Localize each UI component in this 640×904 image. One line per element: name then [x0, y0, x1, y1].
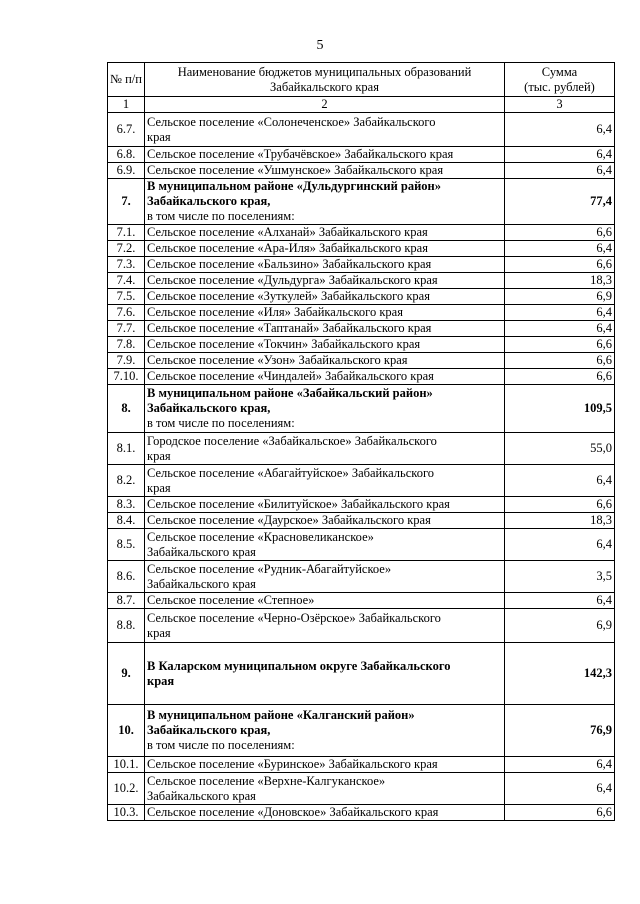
- row-name-line: края: [147, 480, 171, 495]
- row-amount: 6,4: [505, 241, 615, 257]
- row-number: 7.4.: [108, 273, 145, 289]
- row-number: 8.6.: [108, 561, 145, 593]
- row-name: [145, 643, 505, 705]
- row-number: 10.2.: [108, 773, 145, 805]
- row-name-line: Забайкальского края,: [147, 401, 271, 415]
- column-index-2: 2: [145, 97, 505, 113]
- table-row: [108, 561, 615, 593]
- row-name: [145, 385, 505, 433]
- budget-table: [107, 62, 615, 821]
- row-name-line: Сельское поселение «Черно-Озёрское» Забайкальского: [147, 610, 441, 625]
- row-name-line: Сельское поселение «Ушмунское» Забайкальского края: [147, 163, 444, 177]
- row-name-line: Сельское поселение «Красновеликанское»: [147, 529, 374, 544]
- table-row: [108, 179, 615, 225]
- row-name-line: Сельское поселение «Зуткулей» Забайкальского края: [147, 289, 430, 303]
- row-name: [145, 561, 505, 593]
- row-name-line: Сельское поселение «Солонеченское» Забайкальского: [147, 114, 436, 129]
- row-name-line: края: [147, 673, 175, 688]
- row-name: [145, 225, 505, 241]
- row-name: [145, 513, 505, 529]
- table-row: [108, 147, 615, 163]
- row-name-line: Забайкальского края,: [147, 194, 271, 208]
- row-name-line: Сельское поселение «Верхне-Калгуканское»: [147, 773, 386, 788]
- row-name: [145, 337, 505, 353]
- row-amount: 6,4: [505, 593, 615, 609]
- row-number: 7.8.: [108, 337, 145, 353]
- table-row: [108, 757, 615, 773]
- row-number: 8.5.: [108, 529, 145, 561]
- header-row: [108, 63, 615, 97]
- row-name-line: Сельское поселение «Узон» Забайкальского края: [147, 353, 408, 367]
- table-row: [108, 593, 615, 609]
- table-row: [108, 353, 615, 369]
- table-row: [108, 643, 615, 705]
- row-name-line: Сельское поселение «Таптанай» Забайкальского края: [147, 321, 432, 335]
- row-amount: 6,6: [505, 337, 615, 353]
- row-name-line: Забайкальского края: [147, 788, 256, 803]
- row-name-line: Сельское поселение «Абагайтуйское» Забайкальского: [147, 465, 435, 480]
- row-amount: 6,4: [505, 305, 615, 321]
- row-number: 6.8.: [108, 147, 145, 163]
- table-row: [108, 805, 615, 821]
- table-row: [108, 385, 615, 433]
- table-row: [108, 369, 615, 385]
- row-amount: 142,3: [505, 643, 615, 705]
- row-amount: 3,5: [505, 561, 615, 593]
- row-name-line: Городское поселение «Забайкальское» Забайкальского: [147, 433, 437, 448]
- row-subtitle: в том числе по поселениям:: [147, 416, 295, 430]
- row-name-line: Сельское поселение «Алханай» Забайкальского края: [147, 225, 428, 239]
- row-amount: 76,9: [505, 705, 615, 757]
- row-number: 10.3.: [108, 805, 145, 821]
- table-header: [108, 63, 615, 113]
- table-row: [108, 241, 615, 257]
- row-amount: 6,9: [505, 609, 615, 643]
- table-row: [108, 225, 615, 241]
- row-name-line: Сельское поселение «Токчин» Забайкальского края: [147, 337, 421, 351]
- table-row: [108, 113, 615, 147]
- row-name-line: В муниципальном районе «Забайкальский район»: [147, 386, 433, 400]
- row-name: [145, 305, 505, 321]
- row-amount: 6,9: [505, 289, 615, 305]
- row-amount: 6,6: [505, 353, 615, 369]
- row-name-line: Сельское поселение «Рудник-Абагайтуйское»: [147, 561, 392, 576]
- row-amount: 6,4: [505, 163, 615, 179]
- table-row: [108, 163, 615, 179]
- header-amount: Сумма (тыс. рублей): [505, 63, 615, 97]
- row-number: 9.: [108, 643, 145, 705]
- row-number: 7.2.: [108, 241, 145, 257]
- row-name: [145, 241, 505, 257]
- row-name-line: Сельское поселение «Ара-Иля» Забайкальского края: [147, 241, 428, 255]
- row-number: 7.10.: [108, 369, 145, 385]
- row-name: [145, 433, 505, 465]
- row-number: 7.3.: [108, 257, 145, 273]
- row-name: [145, 163, 505, 179]
- row-name: [145, 609, 505, 643]
- table-row: [108, 497, 615, 513]
- row-amount: 18,3: [505, 273, 615, 289]
- row-name: [145, 353, 505, 369]
- row-number: 8.3.: [108, 497, 145, 513]
- row-number: 7.6.: [108, 305, 145, 321]
- row-name: [145, 593, 505, 609]
- row-amount: 18,3: [505, 513, 615, 529]
- row-name-line: Забайкальского края,: [147, 723, 271, 737]
- row-number: 6.9.: [108, 163, 145, 179]
- header-number: № п/п: [108, 63, 145, 97]
- table-row: [108, 305, 615, 321]
- row-name: [145, 497, 505, 513]
- row-name: [145, 179, 505, 225]
- row-amount: 6,4: [505, 773, 615, 805]
- row-name-line: края: [147, 448, 171, 463]
- row-amount: 109,5: [505, 385, 615, 433]
- column-index-row: [108, 97, 615, 113]
- row-name-line: В Каларском муниципальном округе Забайкальского: [147, 658, 451, 673]
- row-name-line: края: [147, 625, 171, 640]
- table-row: [108, 705, 615, 757]
- row-number: 8.: [108, 385, 145, 433]
- table-row: [108, 465, 615, 497]
- table-row: [108, 289, 615, 305]
- row-amount: 77,4: [505, 179, 615, 225]
- table-row: [108, 337, 615, 353]
- row-name: [145, 757, 505, 773]
- row-subtitle: в том числе по поселениям:: [147, 209, 295, 223]
- table-body: [108, 113, 615, 821]
- row-amount: 6,6: [505, 257, 615, 273]
- row-name-line: В муниципальном районе «Дульдургинский район»: [147, 179, 442, 193]
- row-name: [145, 273, 505, 289]
- row-name-line: Сельское поселение «Иля» Забайкальского края: [147, 305, 403, 319]
- row-name-line: Сельское поселение «Трубачёвское» Забайкальского края: [147, 147, 454, 161]
- row-number: 10.: [108, 705, 145, 757]
- row-number: 7.5.: [108, 289, 145, 305]
- row-name: [145, 289, 505, 305]
- row-amount: 6,6: [505, 805, 615, 821]
- row-name: [145, 147, 505, 163]
- row-amount: 55,0: [505, 433, 615, 465]
- row-number: 7.7.: [108, 321, 145, 337]
- row-amount: 6,6: [505, 225, 615, 241]
- table-row: [108, 529, 615, 561]
- row-number: 8.8.: [108, 609, 145, 643]
- row-name: [145, 705, 505, 757]
- row-amount: 6,4: [505, 757, 615, 773]
- row-number: 7.1.: [108, 225, 145, 241]
- row-name-line: Сельское поселение «Билитуйское» Забайкальского края: [147, 497, 450, 511]
- row-number: 7.: [108, 179, 145, 225]
- table-row: [108, 257, 615, 273]
- row-name: [145, 529, 505, 561]
- row-name: [145, 369, 505, 385]
- table-row: [108, 273, 615, 289]
- row-name-line: Сельское поселение «Даурское» Забайкальского края: [147, 513, 431, 527]
- row-number: 7.9.: [108, 353, 145, 369]
- table-row: [108, 433, 615, 465]
- row-amount: 6,6: [505, 497, 615, 513]
- row-name-line: Сельское поселение «Чиндалей» Забайкальского края: [147, 369, 434, 383]
- row-name-line: Забайкальского края: [147, 544, 256, 559]
- row-name-line: края: [147, 129, 171, 144]
- row-name: [145, 321, 505, 337]
- row-name: [145, 257, 505, 273]
- row-number: 8.4.: [108, 513, 145, 529]
- row-amount: 6,4: [505, 113, 615, 147]
- row-name: [145, 465, 505, 497]
- row-number: 6.7.: [108, 113, 145, 147]
- row-amount: 6,4: [505, 147, 615, 163]
- table-row: [108, 609, 615, 643]
- row-number: 8.2.: [108, 465, 145, 497]
- row-name-line: В муниципальном районе «Калганский район»: [147, 708, 415, 722]
- column-index-3: 3: [505, 97, 615, 113]
- header-name: Наименование бюджетов муниципальных образований Забайкальского края: [145, 63, 505, 97]
- row-name: [145, 773, 505, 805]
- row-number: 8.7.: [108, 593, 145, 609]
- row-amount: 6,4: [505, 321, 615, 337]
- row-name: [145, 805, 505, 821]
- row-number: 10.1.: [108, 757, 145, 773]
- row-amount: 6,4: [505, 529, 615, 561]
- row-name: [145, 113, 505, 147]
- row-name-line: Сельское поселение «Дульдурга» Забайкальского края: [147, 273, 438, 287]
- row-name-line: Сельское поселение «Бальзино» Забайкальского края: [147, 257, 432, 271]
- row-name-line: Сельское поселение «Доновское» Забайкальского края: [147, 805, 439, 819]
- row-name-line: Сельское поселение «Степное»: [147, 593, 315, 607]
- table-row: [108, 773, 615, 805]
- row-name-line: Сельское поселение «Буринское» Забайкальского края: [147, 757, 438, 771]
- table-row: [108, 321, 615, 337]
- row-subtitle: в том числе по поселениям:: [147, 738, 295, 752]
- row-amount: 6,4: [505, 465, 615, 497]
- row-number: 8.1.: [108, 433, 145, 465]
- column-index-1: 1: [108, 97, 145, 113]
- page-number: 5: [316, 38, 324, 53]
- row-name-line: Забайкальского края: [147, 576, 256, 591]
- table-row: [108, 513, 615, 529]
- row-amount: 6,6: [505, 369, 615, 385]
